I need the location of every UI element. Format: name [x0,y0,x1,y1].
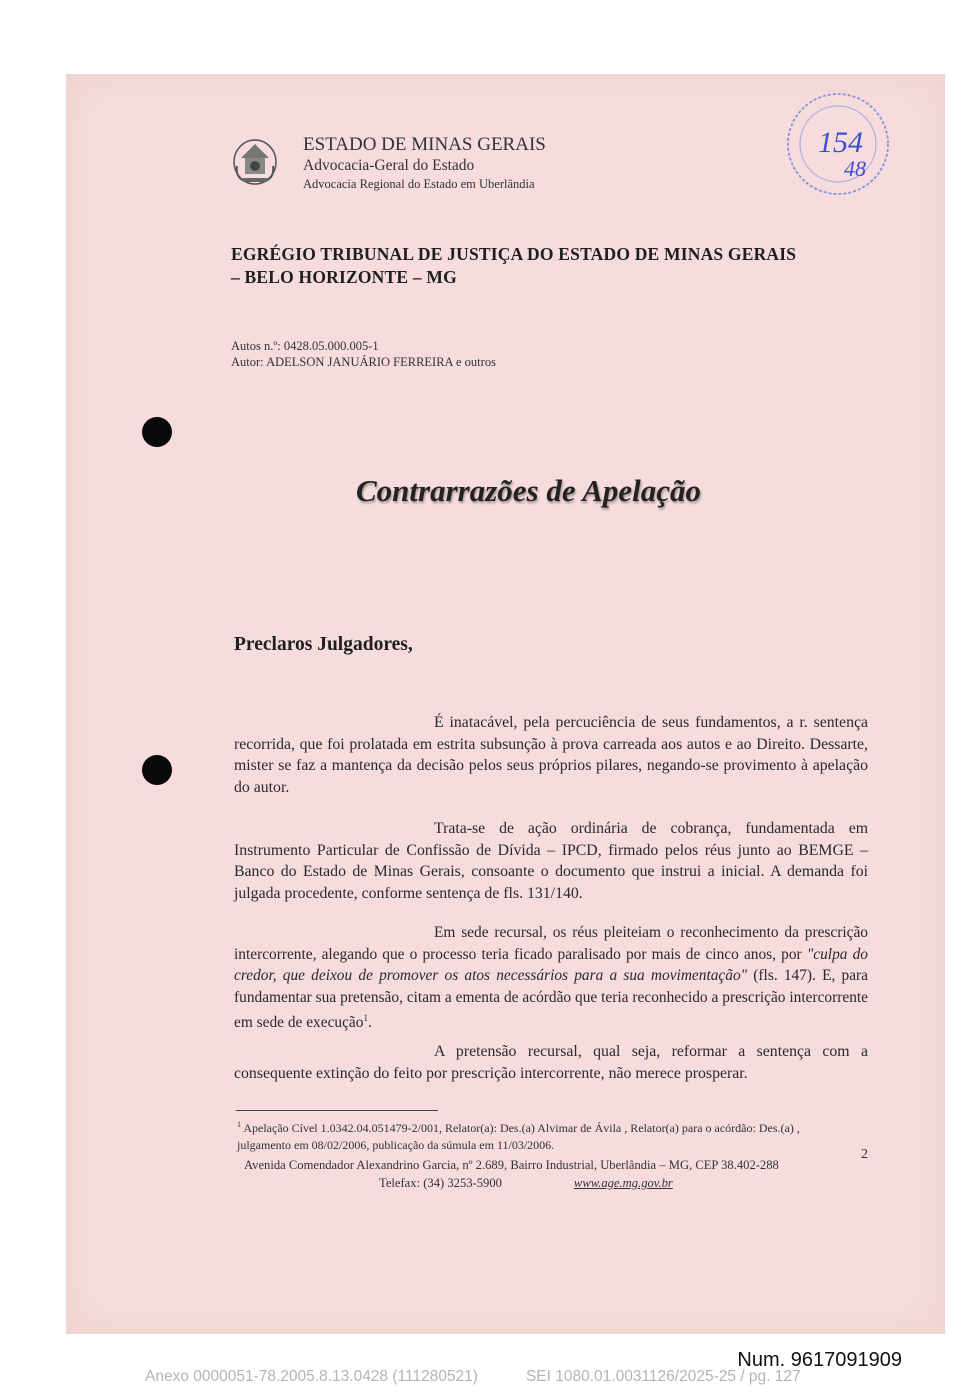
footnote-mark: 1 [237,1120,241,1129]
footer-contact [379,1176,673,1191]
punch-hole-top [142,417,172,447]
court-line-1: EGRÉGIO TRIBUNAL DE JUSTIÇA DO ESTADO DE MINAS GERAIS [231,244,797,264]
footer-phone: Telefax: (34) 3253-5900 [379,1176,502,1190]
court-line-2: – BELO HORIZONTE – MG [231,267,457,287]
protocol-stamp [782,88,894,200]
footer-address: Avenida Comendador Alexandrino Garcia, nº 2.689, Bairro Industrial, Uberlândia – MG, CEP 38.402-288 [244,1158,779,1172]
footnote-text: Apelação Cível 1.0342.04.051479-2/001, Relator(a): Des.(a) Alvimar de Ávila , Relator(a) para o acórdão: Des.(a) , julgamento em 08/02/2006, publicação da súmula em 11/03/2006. [237,1121,800,1152]
stamp-folio: 154 [818,126,863,159]
paragraph-1: É inatacável, pela percuciência de seus fundamentos, a r. sentença recorrida, que foi prolatada em estrita subsunção à prova carreada aos autos e ao Direito. Dessarte, mister se faz a mantença da decisão pelos seus próprios pilares, negando-se provimento à apelação do autor. [234,714,868,796]
footnote-reference: 1 [363,1013,368,1023]
paragraph-2: Trata-se de ação ordinária de cobrança, fundamentada em Instrumento Particular de Confissão de Dívida – IPCD, firmado pelos réus junto ao BEMGE – Banco do Estado de Minas Gerais, consoante o documento que instrui a inicial. A demanda foi julgada procedente, conforme sentença de fls. 131/140. [234,820,868,902]
header-regional: Advocacia Regional do Estado em Uberlândia [303,177,535,191]
paragraph-4: A pretensão recursal, qual seja, reformar a sentença com a consequente extinção do feito por prescrição intercorrente, não merece prosperar. [234,1043,868,1082]
sei-reference: SEI 1080.01.0031126/2025-25 / pg. 127 [525,1368,801,1385]
salutation: Preclaros Julgadores, [234,634,413,655]
bottom-metadata [145,1368,801,1386]
coat-of-arms-icon [231,136,279,186]
footnote-divider [236,1110,438,1111]
paragraph-3-tail: . [367,1014,372,1032]
punch-hole-bottom [142,755,172,785]
header-state: ESTADO DE MINAS GERAIS [303,134,546,155]
annex-reference: Anexo 0000051-78.2005.8.13.0428 (111280521) [145,1368,478,1385]
footer-website-link[interactable]: www.age.mg.gov.br [573,1176,673,1190]
stamp-initials: 48 [844,156,866,181]
paragraph-3-quote: "culpa do credor, que deixou de promover os atos necessários para a sua movimentação" [234,945,868,984]
page-number: 2 [861,1147,868,1162]
case-number: Autos n.º: 0428.05.000.005-1 [231,339,379,353]
header-agency: Advocacia-Geral do Estado [303,157,475,174]
document-id: Num. 9617091909 [737,1349,902,1371]
case-author: Autor: ADELSON JANUÁRIO FERREIRA e outros [231,355,496,369]
paragraph-3-end: (fls. 147). E, para fundamentar sua pretensão, citam a ementa de acórdão que teria reconhecido a prescrição intercorrente em sede de execução [234,967,868,1032]
paragraph-3 [234,922,868,1034]
paragraph-3-start: Em sede recursal, os réus pleiteiam o reconhecimento da prescrição intercorrente, alegando que o processo teria ficado paralisado por mais de cinco anos, por [234,924,868,963]
document-title: Contrarrazões de Apelação [356,473,702,508]
footnote [237,1116,849,1154]
